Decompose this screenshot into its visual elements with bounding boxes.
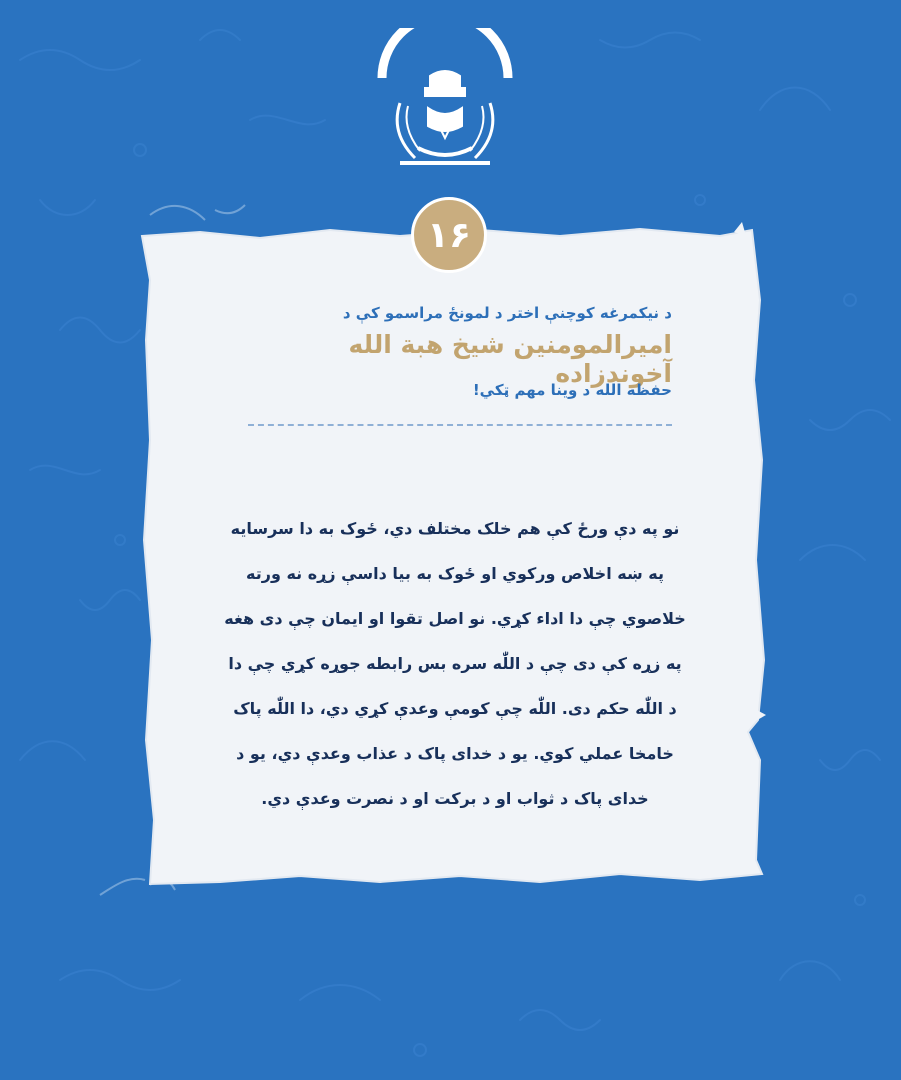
body-line: خلاصوي چې دا اداء کړي. نو اصل تقوا او ایمان چې دی هغه — [224, 609, 686, 628]
body-line: نو په دې ورځ کې هم خلک مختلف دي، ځوک به دا سرسایه — [230, 519, 680, 538]
body-line: خدای پاک د ثواب او د برکت او د نصرت وعدې دي. — [261, 789, 649, 808]
body-text — [195, 506, 715, 821]
badge-number: ۱۶ — [427, 214, 471, 256]
heading-title: امیرالمومنین شیخ هبة الله آخوندزاده — [348, 330, 672, 388]
body-line: په زړه کې دی چې د اللّٰه سره بس رابطه جوړه کړي چې دا — [228, 654, 682, 673]
heading-subtitle: د نیکمرغه کوچنې اختر د لمونځ مراسمو کې د — [342, 304, 672, 322]
body-line: د اللّٰه حکم دی. اللّٰه چې کومې وعدې کړي دي، دا اللّٰه پاک — [233, 699, 677, 718]
body-line: خامخا عملي کوي. یو د خدای پاک د عذاب وعدې دي، یو د — [236, 744, 674, 763]
divider — [248, 424, 672, 426]
body-line: په ښه اخلاص ورکوي او ځوک به بیا داسې زړه نه ورته — [246, 564, 664, 583]
number-badge — [411, 197, 487, 273]
heading-tagline: حفظه الله د وینا مهم ټکي! — [472, 381, 672, 399]
